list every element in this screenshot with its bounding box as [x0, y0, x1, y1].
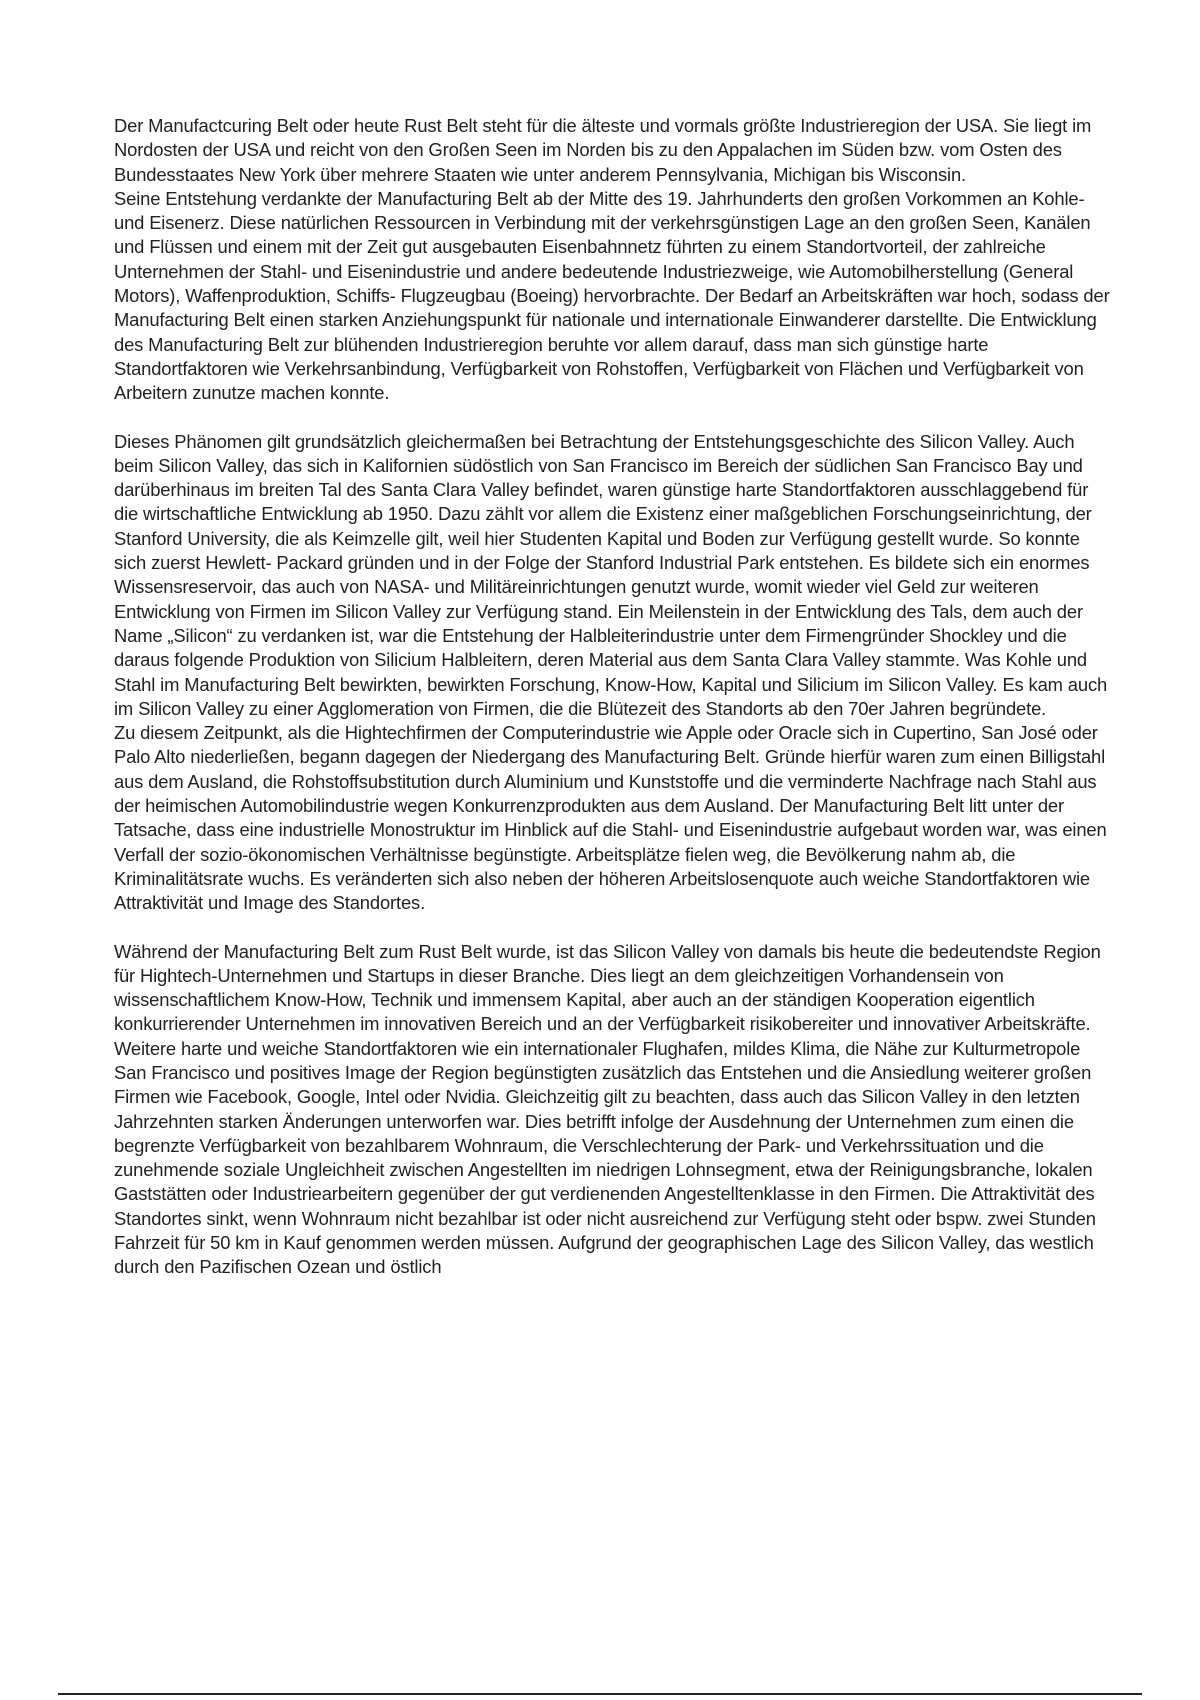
paragraph-silicon-valley-today: Während der Manufacturing Belt zum Rust Belt wurde, ist das Silicon Valley von damals bis heute die bedeutendste Region für Hightech-Unternehmen und Startups in dieser Branche. Dies liegt an dem gleichzeitigen Vorhandensein von wissenschaftlichem Know-How, Technik und immensem Kapital, aber auch an der ständigen Kooperation eigentlich konkurrierender Unternehmen im innovativen Bereich und an der Verfügbarkeit risikobereiter und innovativer Arbeitskräfte. Weitere harte und weiche Standortfaktoren wie ein internationaler Flughafen, mildes Klima, die Nähe zur Kulturmetropole San Francisco und positives Image der Region begünstigten zusätzlich das Entstehen und die Ansiedlung weiterer großen Firmen wie Facebook, Google, Intel oder Nvidia. Gleichzeitig gilt zu beachten, dass auch das Silicon Valley in den letzten Jahrzehnten starken Änderungen unterworfen war. Dies betrifft infolge der Ausdehnung der Unternehmen zum einen die begrenzte Verfügbarkeit von bezahlbarem Wohnraum, die Verschlechterung der Park- und Verkehrssituation und die zunehmende soziale Ungleichheit zwischen Angestellten im niedrigen Lohnsegment, etwa der Reinigungsbranche, lokalen Gaststätten oder Industriearbeitern gegenüber der gut verdienenden Angestelltenklasse in den Firmen. Die Attraktivität des Standortes sinkt, wenn Wohnraum nicht bezahlbar ist oder nicht ausreichend zur Verfügung steht oder bspw. zwei Stunden Fahrzeit für 50 km in Kauf genommen werden müssen. Aufgrund der geographischen Lage des Silicon Valley, das westlich durch den Pazifischen Ozean und östlich [114, 940, 1101, 1278]
paragraph-gap [114, 916, 1114, 940]
paragraph-manufacturing-belt-decline: Zu diesem Zeitpunkt, als die Hightechfirmen der Computerindustrie wie Apple oder Oracle sich in Cupertino, San José oder Palo Alto niederließen, begann dagegen der Niedergang des Manufacturing Belt. Gründe hierfür waren zum einen Billigstahl aus dem Ausland, die Rohstoffsubstitution durch Aluminium und Kunststoffe und die verminderte Nachfrage nach Stahl aus der heimischen Automobilindustrie wegen Konkurrenzprodukten aus dem Ausland. Der Manufacturing Belt litt unter der Tatsache, dass eine industrielle Monostruktur im Hinblick auf die Stahl- und Eisenindustrie aufgebaut worden war, was einen Verfall der sozio-ökonomischen Verhältnisse begünstigte. Arbeitsplätze fielen weg, die Bevölkerung nahm ab, die Kriminalitätsrate wuchs. Es veränderten sich also neben der höheren Arbeitslosenquote auch weiche Standortfaktoren wie Attraktivität und Image des Standortes. [114, 722, 1107, 914]
page-bottom-rule [58, 1693, 1142, 1695]
paragraph-manufacturing-belt-origin: Seine Entstehung verdankte der Manufacturing Belt ab der Mitte des 19. Jahrhunderts den großen Vorkommen an Kohle- und Eisenerz. Diese natürlichen Ressourcen in Verbindung mit der verkehrsgünstigen Lage an den großen Seen, Kanälen und Flüssen und einem mit der Zeit gut ausgebauten Eisenbahnnetz führten zu einem Standortvorteil, der zahlreiche Unternehmen der Stahl- und Eisenindustrie und andere bedeutende Industriezweige, wie Automobilherstellung (General Motors), Waffenproduktion, Schiffs- Flugzeugbau (Boeing) hervorbrachte. Der Bedarf an Arbeitskräften war hoch, sodass der Manufacturing Belt einen starken Anziehungspunkt für nationale und internationale Einwanderer darstellte. Die Entwicklung des Manufacturing Belt zur blühenden Industrieregion beruhte vor allem darauf, dass man sich günstige harte Standortfaktoren wie Verkehrsanbindung, Verfügbarkeit von Rohstoffen, Verfügbarkeit von Flächen und Verfügbarkeit von Arbeitern zunutze machen konnte. [114, 187, 1110, 404]
paragraph-gap [114, 406, 1114, 430]
paragraph-silicon-valley-origin: Dieses Phänomen gilt grundsätzlich gleichermaßen bei Betrachtung der Entstehungsgeschichte des Silicon Valley. Auch beim Silicon Valley, das sich in Kalifornien südöstlich von San Francisco im Bereich der südlichen San Francisco Bay und darüberhinaus im breiten Tal des Santa Clara Valley befindet, waren günstige harte Standortfaktoren ausschlaggebend für die wirtschaftliche Entwicklung ab 1950. Dazu zählt vor allem die Existenz einer maßgeblichen Forschungseinrichtung, der Stanford University, die als Keimzelle gilt, weil hier Studenten Kapital und Boden zur Verfügung gestellt wurde. So konnte sich zuerst Hewlett- Packard gründen und in der Folge der Stanford Industrial Park entstehen. Es bildete sich ein enormes Wissensreservoir, das auch von NASA- und Militäreinrichtungen genutzt wurde, womit wieder viel Geld zur weiteren Entwicklung von Firmen im Silicon Valley zur Verfügung stand. Ein Meilenstein in der Entwicklung des Tals, dem auch der Name „Silicon“ zu verdanken ist, war die Entstehung der Halbleiterindustrie unter dem Firmengründer Shockley und die daraus folgende Produktion von Silicium Halbleitern, deren Material aus dem Santa Clara Valley stammte. Was Kohle und Stahl im Manufacturing Belt bewirkten, bewirkten Forschung, Know-How, Kapital und Silicium im Silicon Valley. Es kam auch im Silicon Valley zu einer Agglomeration von Firmen, die die Blütezeit des Standorts ab den 70er Jahren begründete. [114, 430, 1108, 719]
document-body [114, 114, 1114, 1280]
paragraph-manufacturing-belt-intro: Der Manufactcuring Belt oder heute Rust Belt steht für die älteste und vormals größte Industrieregion der USA. Sie liegt im Nordosten der USA und reicht von den Großen Seen im Norden bis zu den Appalachen im Süden bzw. vom Osten des Bundesstaates New York über mehrere Staaten wie unter anderem Pennsylvania, Michigan bis Wisconsin. [114, 115, 1092, 185]
